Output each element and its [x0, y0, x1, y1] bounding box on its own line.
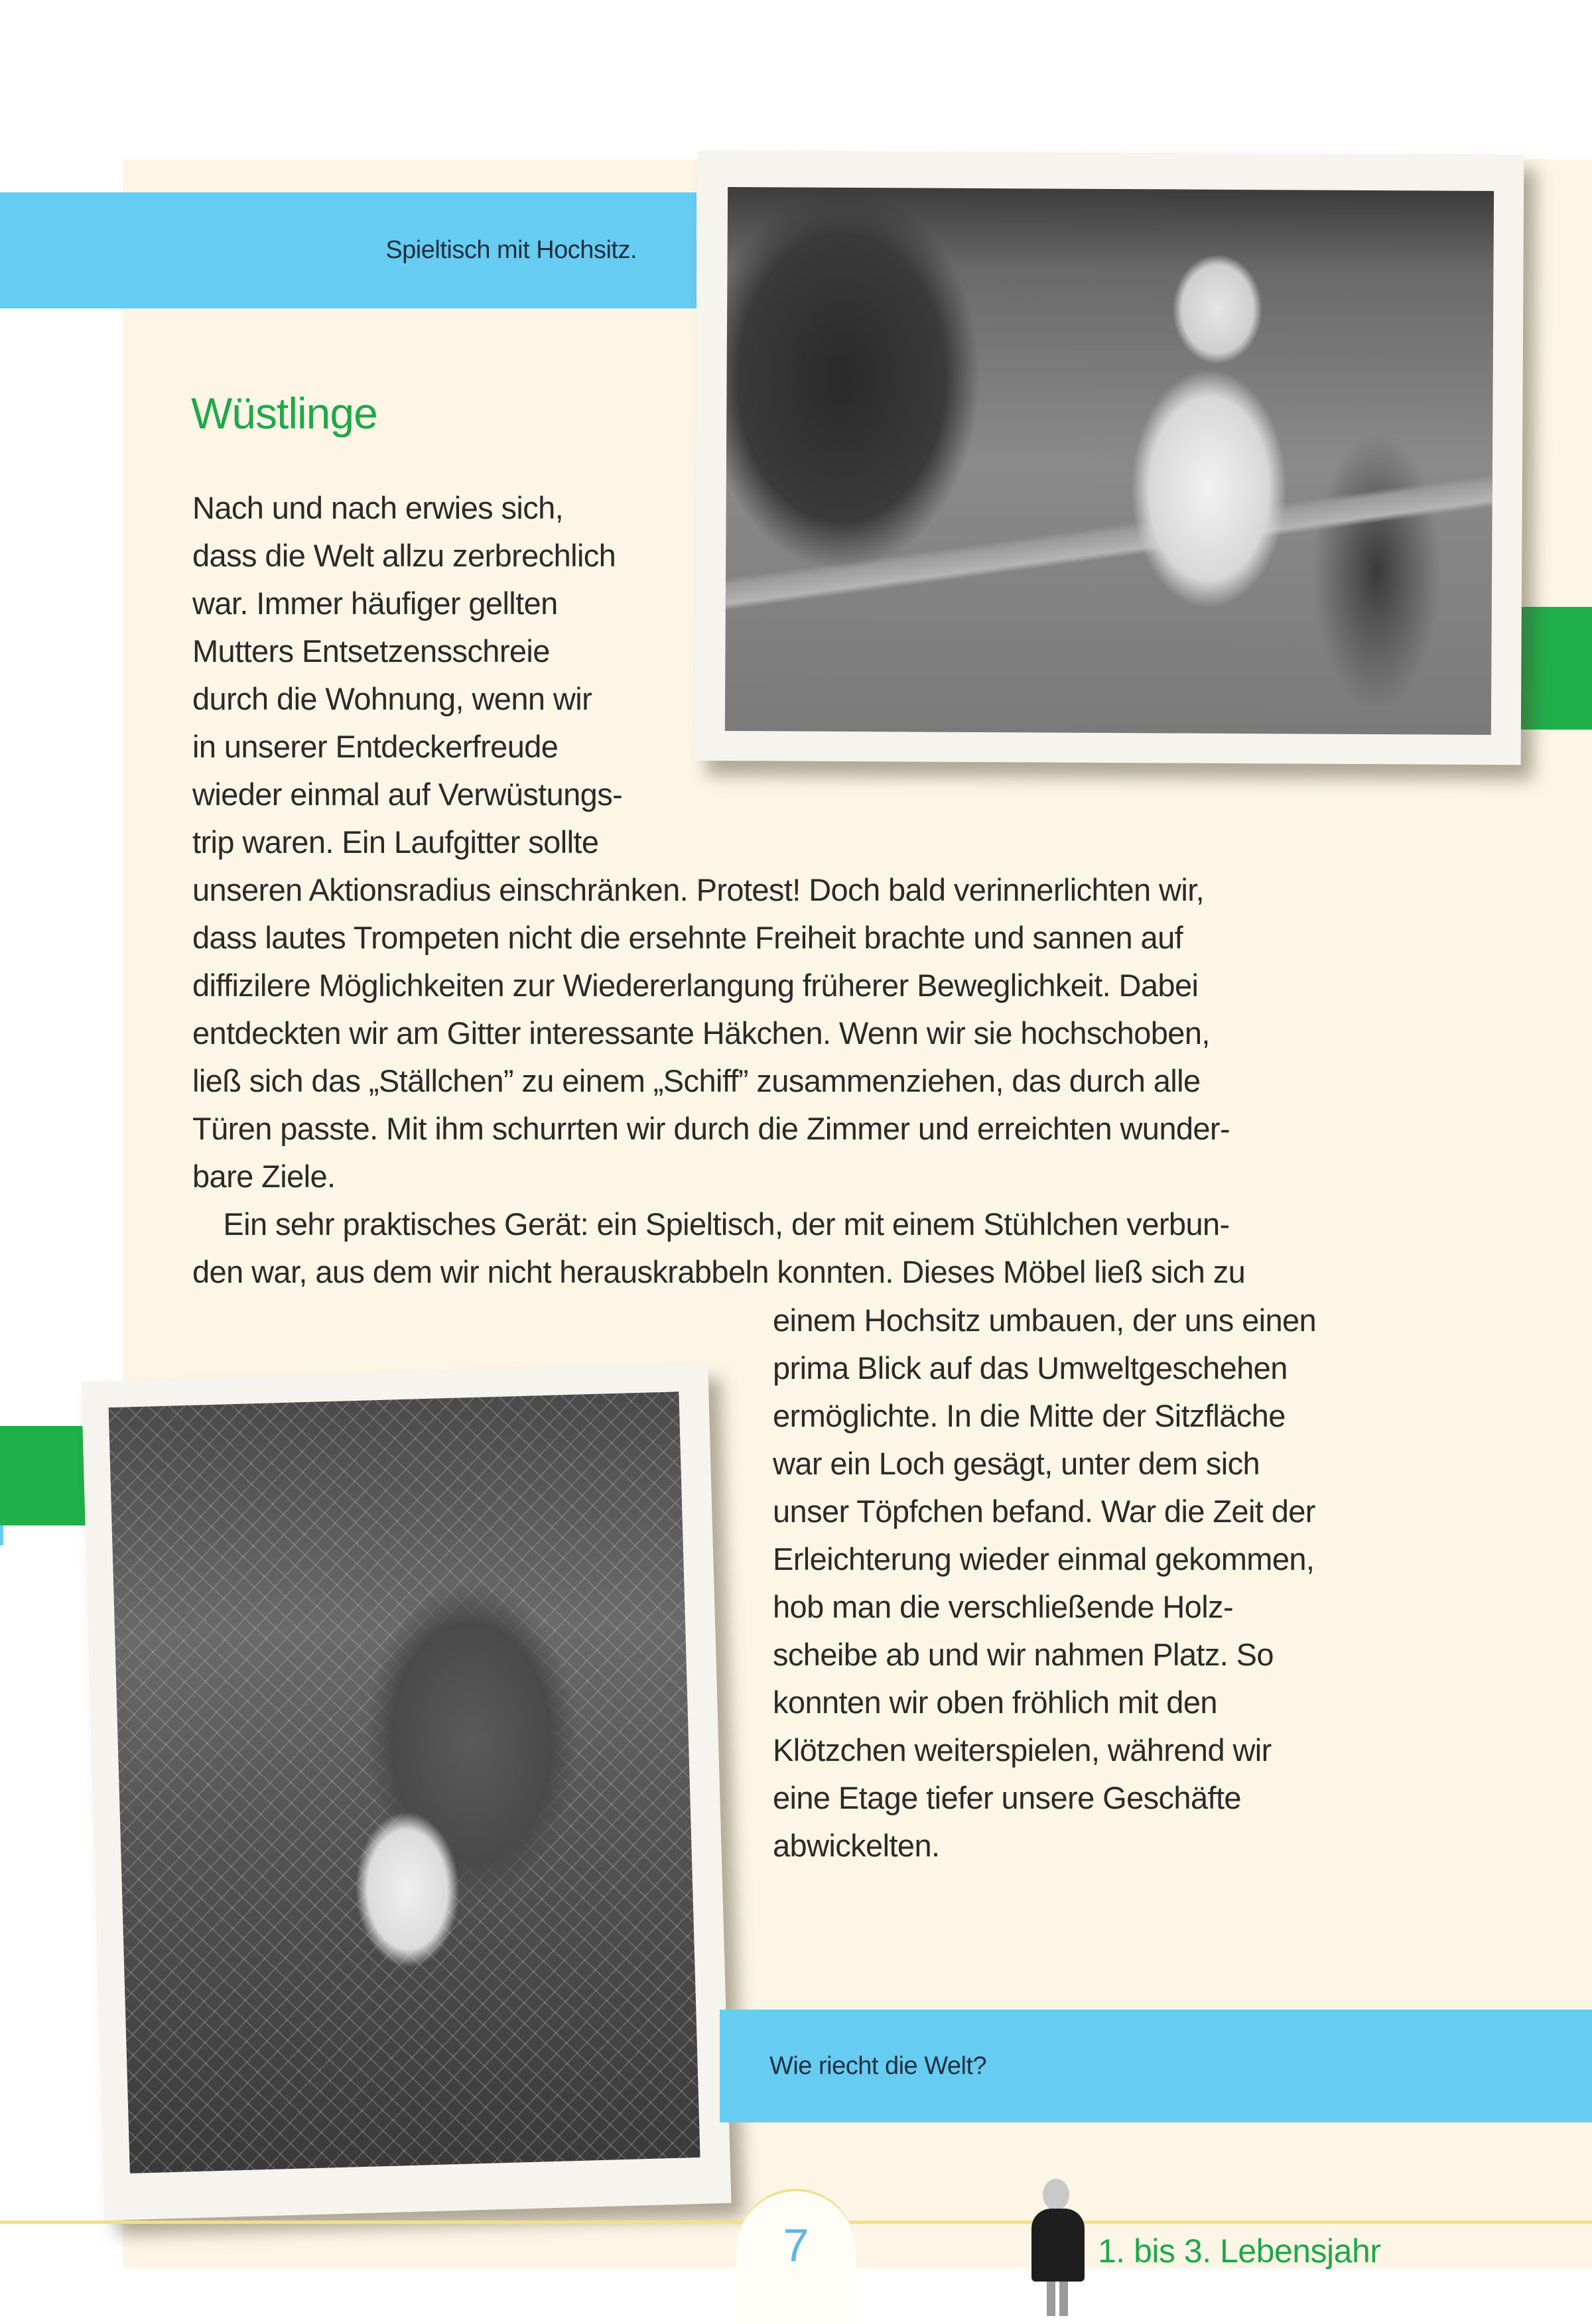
text-line: konnten wir oben fröhlich mit den	[773, 1685, 1217, 1720]
text-line: Ein sehr praktisches Gerät: ein Spieltisch, der mit einem Stühlchen verbun-	[192, 1206, 1230, 1242]
text-line: Erleichterung wieder einmal gekommen,	[773, 1541, 1315, 1577]
text-line: den war, aus dem wir nicht herauskrabbeln konnten. Dieses Möbel ließ sich zu	[192, 1254, 1246, 1289]
photo-image	[725, 187, 1494, 735]
chapter-label: 1. bis 3. Lebensjahr	[1098, 2232, 1381, 2270]
accent-mark-blue-left	[0, 1525, 3, 1545]
accent-bar-green-left	[0, 1426, 93, 1525]
text-line: war. Immer häufiger gellten	[192, 586, 558, 621]
child-figure-icon	[1028, 2179, 1088, 2316]
caption-top: Spieltisch mit Hochsitz.	[385, 236, 637, 264]
text-line: Klötzchen weiterspielen, während wir	[773, 1732, 1272, 1768]
text-line: dass lautes Trompeten nicht die ersehnte Freiheit brachte und sannen auf	[192, 920, 1183, 955]
photo-image	[109, 1391, 700, 2173]
text-line: dass die Welt allzu zerbrechlich	[192, 538, 616, 573]
accent-bar-green-right	[1519, 607, 1592, 730]
photo-play-table	[695, 151, 1524, 765]
text-line: prima Blick auf das Umweltgeschehen	[773, 1350, 1288, 1386]
text-line: unser Töpfchen befand. War die Zeit der	[773, 1494, 1315, 1529]
article-title: Wüstlinge	[191, 389, 377, 438]
text-line: ermöglichte. In die Mitte der Sitzfläche	[773, 1398, 1286, 1433]
article-body-right	[773, 1297, 1316, 1870]
text-line: diffizilere Möglichkeiten zur Wiedererlangung früherer Beweglichkeit. Dabei	[192, 968, 1199, 1003]
text-line: bare Ziele.	[192, 1159, 336, 1194]
text-line: trip waren. Ein Laufgitter sollte	[192, 824, 599, 860]
text-line: wieder einmal auf Verwüstungs-	[192, 777, 623, 812]
text-line: Türen passte. Mit ihm schurrten wir durch die Zimmer und erreichten wunder-	[192, 1111, 1230, 1146]
text-line: hob man die verschließende Holz-	[773, 1589, 1233, 1624]
child-legs	[1047, 2282, 1068, 2316]
text-line: eine Etage tiefer unsere Geschäfte	[773, 1780, 1241, 1815]
text-line: scheibe ab und wir nahmen Platz. So	[773, 1637, 1274, 1672]
caption-bottom: Wie riecht die Welt?	[769, 2051, 987, 2080]
text-line: in unserer Entdeckerfreude	[192, 729, 559, 764]
text-line: einem Hochsitz umbauen, der uns einen	[773, 1303, 1317, 1338]
text-line: abwickelten.	[773, 1828, 940, 1863]
photo-garden	[82, 1364, 732, 2221]
page-number: 7	[783, 2219, 809, 2271]
text-line: unseren Aktionsradius einschränken. Protest! Doch bald verinnerlichten wir,	[192, 872, 1205, 907]
text-line: durch die Wohnung, wenn wir	[192, 681, 592, 716]
child-body	[1031, 2209, 1085, 2282]
child-head	[1043, 2179, 1069, 2211]
text-line: Nach und nach erwies sich,	[192, 490, 564, 525]
text-line: Mutters Entsetzensschreie	[192, 633, 550, 669]
text-line: ließ sich das „Ställchen” zu einem „Schiff” zusammenziehen, das durch alle	[192, 1063, 1201, 1098]
text-line: war ein Loch gesägt, unter dem sich	[773, 1446, 1260, 1481]
text-line: entdeckten wir am Gitter interessante Häkchen. Wenn wir sie hochschoben,	[192, 1015, 1210, 1051]
